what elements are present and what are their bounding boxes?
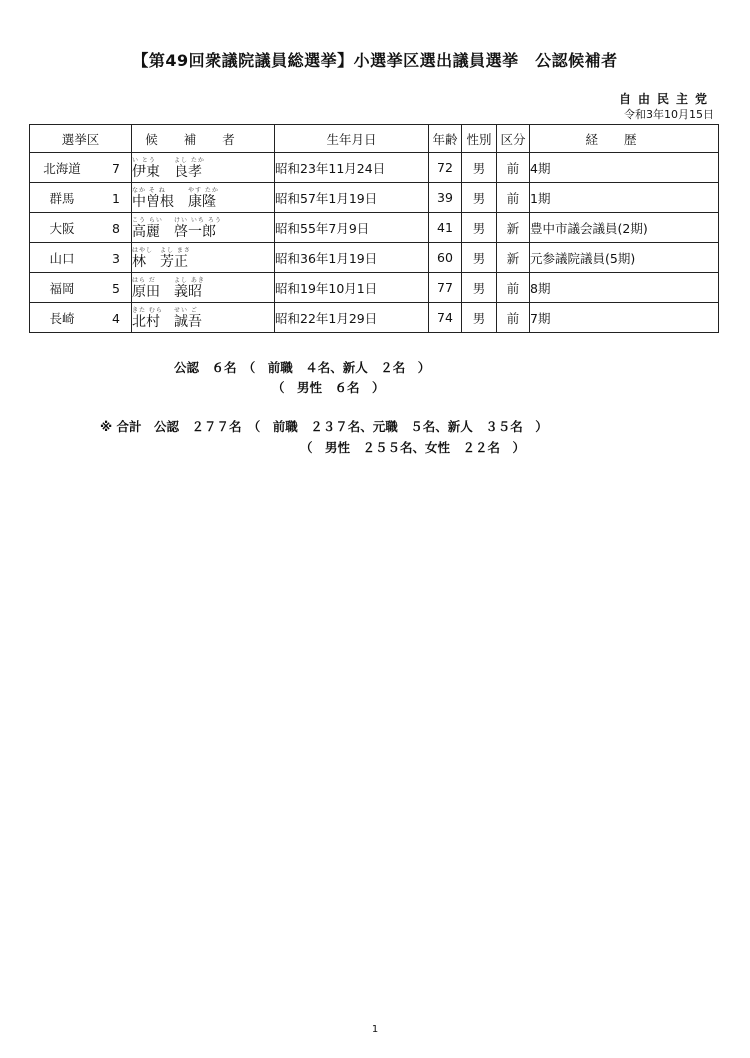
cell-district (30, 303, 132, 333)
cell-candidate (132, 243, 275, 273)
cell-district (30, 183, 132, 213)
summary-line-4: （ 男性 ２５５名、女性 ２２名 ） (300, 440, 526, 455)
cell-age: 74 (429, 303, 462, 333)
table-row (30, 213, 719, 243)
family-name-wrap (132, 275, 160, 300)
family-name-wrap (132, 305, 163, 330)
table-header-row (30, 125, 719, 153)
cell-gender: 男 (462, 153, 497, 183)
cell-status: 新 (497, 213, 530, 243)
cell-gender: 男 (462, 213, 497, 243)
party-name: 自由民主党 (618, 92, 714, 106)
cell-gender: 男 (462, 303, 497, 333)
district-number: 3 (112, 250, 120, 266)
given-name: 誠吾 (174, 314, 202, 330)
given-name-wrap (174, 305, 202, 330)
cell-dob: 昭和19年10月1日 (275, 273, 429, 303)
given-name-ruby: やす たか (188, 187, 219, 194)
cell-dob: 昭和55年7月9日 (275, 213, 429, 243)
given-name-wrap (174, 275, 205, 300)
district-number: 8 (112, 220, 120, 236)
family-name: 北村 (132, 314, 160, 330)
district-number: 5 (112, 280, 120, 296)
cell-status: 前 (497, 303, 530, 333)
given-name: 啓一郎 (174, 224, 216, 240)
prefecture: 山口 (49, 250, 75, 266)
cell-gender: 男 (462, 273, 497, 303)
cell-candidate (132, 273, 275, 303)
cell-status: 前 (497, 153, 530, 183)
cell-candidate (132, 153, 275, 183)
given-name-wrap (174, 155, 205, 180)
family-name: 原田 (132, 284, 160, 300)
cell-career: 1期 (530, 183, 719, 213)
given-name-ruby: よし たか (174, 157, 205, 164)
cell-dob: 昭和23年11月24日 (275, 153, 429, 183)
cell-age: 41 (429, 213, 462, 243)
header-status: 区分 (497, 125, 530, 153)
cell-gender: 男 (462, 243, 497, 273)
header-dob: 生年月日 (275, 125, 429, 153)
header-candidate: 候補者 (132, 125, 275, 153)
prefecture: 大阪 (49, 220, 75, 236)
header-gender: 性別 (462, 125, 497, 153)
cell-district (30, 273, 132, 303)
table-row (30, 183, 719, 213)
cell-status: 前 (497, 183, 530, 213)
given-name-wrap (174, 215, 222, 240)
given-name-ruby: けい いち ろう (174, 217, 222, 224)
cell-age: 77 (429, 273, 462, 303)
cell-career: 元参議院議員(5期) (530, 243, 719, 273)
prefecture: 群馬 (49, 190, 75, 206)
cell-candidate (132, 303, 275, 333)
header-district: 選挙区 (30, 125, 132, 153)
cell-district (30, 153, 132, 183)
cell-status: 新 (497, 243, 530, 273)
family-name: 高麗 (132, 224, 160, 240)
candidate-table (29, 124, 719, 333)
family-name-wrap (132, 185, 174, 210)
prefecture: 北海道 (43, 160, 81, 176)
cell-career: 8期 (530, 273, 719, 303)
header-age: 年齢 (429, 125, 462, 153)
table-row (30, 273, 719, 303)
cell-age: 60 (429, 243, 462, 273)
family-name-ruby: はら だ (132, 277, 156, 284)
cell-dob: 昭和22年1月29日 (275, 303, 429, 333)
family-name-wrap (132, 215, 163, 240)
family-name-ruby: きた むら (132, 307, 163, 314)
given-name-wrap (188, 185, 219, 210)
family-name: 林 (132, 254, 146, 270)
cell-gender: 男 (462, 183, 497, 213)
family-name: 中曽根 (132, 194, 174, 210)
district-number: 7 (112, 160, 120, 176)
table-row (30, 153, 719, 183)
family-name-wrap (132, 155, 160, 180)
summary-line-3: ※ 合計 公認 ２７７名 （ 前職 ２３７名、元職 ５名、新人 ３５名 ） (100, 419, 548, 434)
given-name-ruby: せい ご (174, 307, 198, 314)
given-name: 義昭 (174, 284, 202, 300)
family-name-wrap (132, 245, 154, 270)
cell-candidate (132, 183, 275, 213)
given-name-ruby: よし あき (174, 277, 205, 284)
cell-candidate (132, 213, 275, 243)
cell-career: 豊中市議会議員(2期) (530, 213, 719, 243)
header-career: 経歴 (530, 125, 719, 153)
cell-age: 72 (429, 153, 462, 183)
cell-age: 39 (429, 183, 462, 213)
given-name-ruby: よし まさ (160, 247, 191, 254)
district-number: 1 (112, 190, 120, 206)
family-name-ruby: はやし (132, 247, 154, 254)
family-name: 伊東 (132, 164, 160, 180)
prefecture: 福岡 (49, 280, 75, 296)
summary-line-2: （ 男性 ６名 ） (272, 380, 385, 395)
given-name: 康隆 (188, 194, 216, 210)
prefecture: 長崎 (49, 310, 75, 326)
district-number: 4 (112, 310, 120, 326)
family-name-ruby: こう らい (132, 217, 163, 224)
table-row (30, 243, 719, 273)
cell-district (30, 243, 132, 273)
given-name-wrap (160, 245, 191, 270)
cell-career: 4期 (530, 153, 719, 183)
summary-line-1: 公認 ６名 （ 前職 ４名、新人 ２名 ） (174, 360, 431, 375)
cell-dob: 昭和36年1月19日 (275, 243, 429, 273)
family-name-ruby: なか そ ね (132, 187, 166, 194)
cell-career: 7期 (530, 303, 719, 333)
given-name: 芳正 (160, 254, 188, 270)
cell-district (30, 213, 132, 243)
document-date: 令和3年10月15日 (624, 108, 714, 121)
page-number: 1 (371, 1024, 379, 1035)
family-name-ruby: い とう (132, 157, 156, 164)
given-name: 良孝 (174, 164, 202, 180)
table-row (30, 303, 719, 333)
document-title: 【第49回衆議院議員総選挙】小選挙区選出議員選挙 公認候補者 (132, 51, 618, 70)
cell-dob: 昭和57年1月19日 (275, 183, 429, 213)
cell-status: 前 (497, 273, 530, 303)
